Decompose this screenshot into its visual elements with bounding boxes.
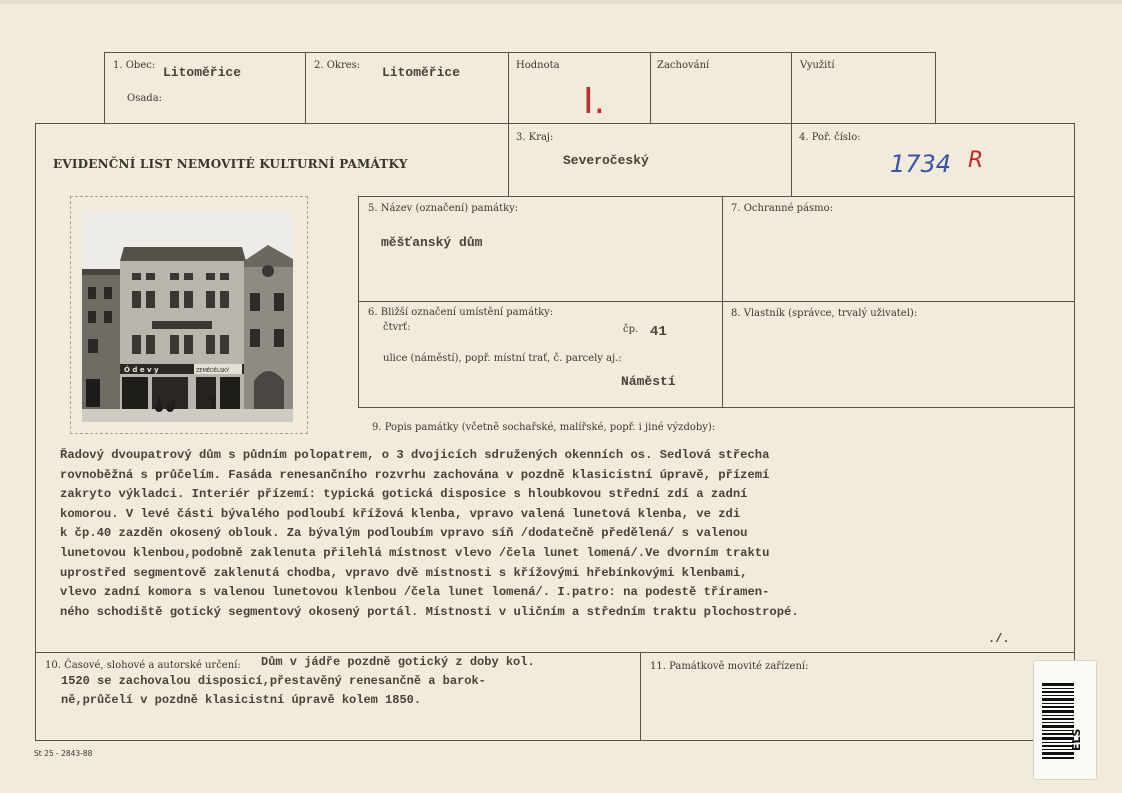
osada-label: Osada: <box>127 93 163 104</box>
page-edge <box>0 0 1122 4</box>
obec-cell <box>104 52 306 124</box>
hodnota-label: Hodnota <box>516 60 560 71</box>
por-cislo-label: 4. Poř. číslo: <box>799 132 861 143</box>
popis-line: lunetovou klenbou,podobně zaklenuta přilehlá místnost vlevo /čela lunet lomená/.Ve dvorním traktu <box>60 545 770 560</box>
popis-line: ného schodiště gotický segmentový okosený portál. Místnosti v uličním a středním traktu plochostropé. <box>60 604 799 619</box>
popis-line: k čp.40 zazděn okosený oblouk. Za bývalým podloubím vpravo síň /dodatečně předělená/ s valenou <box>60 526 748 541</box>
okres-label: 2. Okres: <box>314 60 361 71</box>
shop-sign-left: Ó d e v y <box>124 366 159 374</box>
barcode-text: ELS <box>1070 728 1083 751</box>
ctvrt-label: čtvrť: <box>383 322 411 333</box>
popis-line: komorou. V levé části bývalého podloubí křížová klenba, vpravo valená lunetová klenba, ve zdi <box>60 506 741 521</box>
zarizeni-label: 11. Památkově movité zařízení: <box>650 661 809 672</box>
casove-line3: ně,průčelí v pozdně klasicistní úpravě kolem 1850. <box>61 693 422 707</box>
nazev-value: měšťanský dům <box>381 235 483 250</box>
popis-line: rovnoběžná s průčelím. Fasáda renesančního rozvrhu zachována v pozdně klasicistní úpravě, přízemí <box>60 467 770 482</box>
okres-cell <box>305 52 509 124</box>
nazev-label: 5. Název (označení) památky: <box>368 203 519 214</box>
ochranne-pasmo-label: 7. Ochranné pásmo: <box>731 203 834 214</box>
por-cislo-value: 1734 <box>890 150 952 178</box>
nazev-cell <box>358 196 723 302</box>
kraj-value: Severočeský <box>563 153 649 168</box>
cp-value: 41 <box>650 324 667 340</box>
obec-value: Litoměřice <box>163 65 242 80</box>
popis-continued: ./. <box>988 632 1010 646</box>
obec-label: 1. Obec: <box>113 60 156 71</box>
kraj-cell <box>508 123 792 197</box>
popis-text <box>60 446 1070 622</box>
ulice-label: ulice (náměstí), popř. místní trať, č. parcely aj.: <box>383 353 622 364</box>
popis-label: 9. Popis památky (včetně sochařské, malířské, popř. i jiné výzdoby): <box>372 422 716 433</box>
vlastnik-cell <box>722 301 1075 408</box>
por-cislo-cell <box>791 123 1075 197</box>
zarizeni-cell <box>640 652 1075 741</box>
umisteni-label: 6. Bližší označení umístění památky: <box>368 307 554 318</box>
building-photo <box>82 211 293 422</box>
ochranne-pasmo-cell <box>722 196 1075 302</box>
por-cislo-mark: R <box>968 148 984 173</box>
popis-line: zakryto výkladci. Interiér přízemí: typická gotická disposice s hloubkovou střední zdí a zadní <box>60 487 748 502</box>
hodnota-cell <box>508 52 651 124</box>
cp-label: čp. <box>623 324 639 335</box>
vyuziti-label: Využití <box>800 60 835 71</box>
ulice-value: Náměstí <box>621 374 676 389</box>
popis-line: Řadový dvoupatrový dům s půdním polopatrem, o 3 dvojicích sdružených okenních os. Sedlová střecha <box>60 448 770 462</box>
okres-value: Litoměřice <box>382 65 461 80</box>
hodnota-value: I. <box>583 81 606 122</box>
shop-sign-right: ZEMĚDĚLSKÝ <box>196 368 230 374</box>
print-code: St 25 - 2843-88 <box>34 749 93 758</box>
zachovani-cell <box>650 52 792 124</box>
casove-line1: Dům v jádře pozdně gotický z doby kol. <box>261 655 535 669</box>
form-title: EVIDENČNÍ LIST NEMOVITÉ KULTURNÍ PAMÁTKY <box>53 157 408 171</box>
popis-line: uprostřed segmentově zaklenutá chodba, vpravo dvě místnosti s křížovými hřebínkovými klenbami, <box>60 565 748 580</box>
popis-line: vlevo zadní komora s valenou lunetovou klenbou /čela lunet lomená/. I.patro: na podestě tříramen- <box>60 585 770 600</box>
barcode-sticker <box>1033 660 1097 780</box>
kraj-label: 3. Kraj: <box>516 132 554 143</box>
umisteni-cell <box>358 301 723 408</box>
casove-cell <box>35 652 641 741</box>
zachovani-label: Zachování <box>657 60 710 71</box>
vlastnik-label: 8. Vlastník (správce, trvalý uživatel): <box>731 308 918 319</box>
vyuziti-cell <box>791 52 936 124</box>
casove-label: 10. Časové, slohové a autorské určení: <box>45 660 241 671</box>
casove-line2: 1520 se zachovalou disposicí,přestavěný renesančně a barok- <box>61 674 486 688</box>
